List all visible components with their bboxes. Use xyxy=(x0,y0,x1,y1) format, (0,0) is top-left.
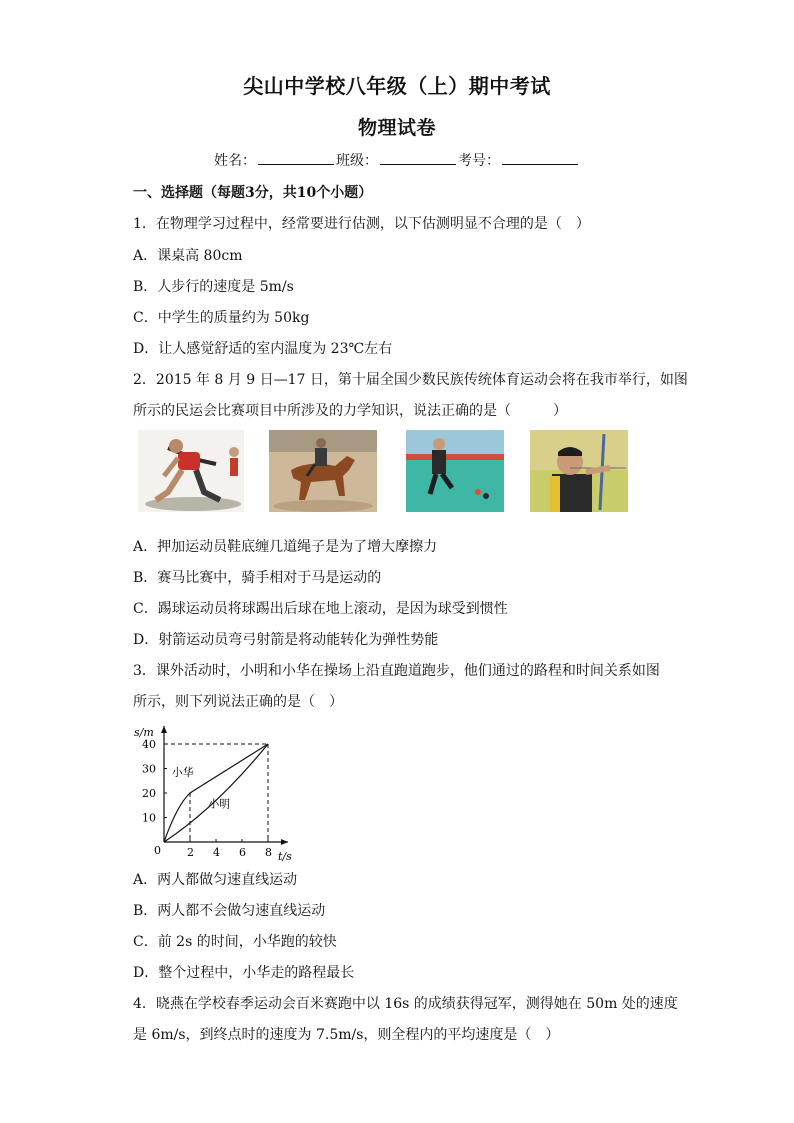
q2-option-a: A．押加运动员鞋底缠几道绳子是为了增大摩擦力 xyxy=(133,539,438,555)
exam-title: 尖山中学校八年级（上）期中考试 xyxy=(243,74,551,98)
number-blank[interactable] xyxy=(502,152,578,165)
y-axis-arrow xyxy=(161,726,167,733)
distance-time-graph xyxy=(130,718,300,864)
y-tick-label: 20 xyxy=(142,787,156,800)
x-tick-label-0: 0 xyxy=(154,844,161,857)
q2-option-d: D．射箭运动员弯弓射箭是将动能转化为弹性势能 xyxy=(133,632,439,648)
series-xiaohua-line xyxy=(164,744,268,842)
tug-of-war-photo xyxy=(138,430,244,512)
x-axis-arrow xyxy=(281,839,288,845)
name-label: 姓名： xyxy=(214,153,256,169)
number-label: 考号： xyxy=(458,153,500,169)
y-tick-label: 40 xyxy=(142,738,156,751)
x-tick-label: 2 xyxy=(187,846,194,859)
q1-option-a: A．课桌高 80cm xyxy=(133,248,243,264)
q1-stem: 1．在物理学习过程中，经常要进行估测，以下估测明显不合理的是（ ） xyxy=(133,216,590,232)
graph-series xyxy=(164,744,268,842)
series-xiaohua-label: 小华 xyxy=(171,765,194,779)
q3-stem-line2: 所示，则下列说法正确的是（ ） xyxy=(133,694,343,710)
section-heading: 一、选择题（每题3分，共10个小题） xyxy=(133,185,373,201)
q3-option-d: D．整个过程中，小华走的路程最长 xyxy=(133,965,355,981)
q3-option-b: B．两人都不会做匀速直线运动 xyxy=(133,903,326,919)
q3-stem-line1: 3．课外活动时，小明和小华在操场上沿直跑道跑步，他们通过的路程和时间关系如图 xyxy=(133,663,660,679)
exam-subtitle: 物理试卷 xyxy=(357,117,436,139)
series-xiaoming-line xyxy=(164,744,268,842)
y-tick-label: 10 xyxy=(142,811,156,825)
q2-stem-line1: 2．2015 年 8 月 9 日—17 日，第十届全国少数民族传统体育运动会将在我市举行，如图 xyxy=(133,372,688,388)
q2-option-b: B．赛马比赛中，骑手相对于马是运动的 xyxy=(133,570,382,586)
x-tick-label: 6 xyxy=(239,846,246,859)
y-axis-label: s/m xyxy=(134,726,154,739)
horse-racing-photo xyxy=(269,430,377,512)
class-label: 班级： xyxy=(336,153,378,169)
q1-option-b: B．人步行的速度是 5m/s xyxy=(133,279,294,295)
graph-guides xyxy=(164,744,268,842)
q4-stem-line2: 是 6m/s，到终点时的速度为 7.5m/s，则全程内的平均速度是（ ） xyxy=(133,1027,560,1043)
student-info-row xyxy=(0,150,794,170)
q2-stem-line2: 所示的民运会比赛项目中所涉及的力学知识，说法正确的是（ ） xyxy=(133,403,567,419)
y-tick-label: 30 xyxy=(142,762,156,776)
q1-option-d: D．让人感觉舒适的室内温度为 23℃左右 xyxy=(133,341,393,357)
q1-option-c: C．中学生的质量约为 50kg xyxy=(133,310,310,326)
x-tick-label: 8 xyxy=(265,846,272,859)
archery-photo xyxy=(530,430,628,512)
series-xiaoming-label: 小明 xyxy=(208,797,231,811)
class-blank[interactable] xyxy=(380,152,456,165)
kickball-photo xyxy=(406,430,504,512)
q2-option-c: C．踢球运动员将球踢出后球在地上滚动，是因为球受到惯性 xyxy=(133,601,508,617)
q3-option-c: C．前 2s 的时间，小华跑的较快 xyxy=(133,934,337,950)
x-tick-label: 4 xyxy=(213,846,220,859)
x-axis-label: t/s xyxy=(278,850,292,863)
name-blank[interactable] xyxy=(258,152,334,165)
q3-option-a: A．两人都做匀速直线运动 xyxy=(133,872,298,888)
q4-stem-line1: 4．晓燕在学校春季运动会百米赛跑中以 16s 的成绩获得冠军，测得她在 50m 处的速度 xyxy=(133,996,678,1012)
